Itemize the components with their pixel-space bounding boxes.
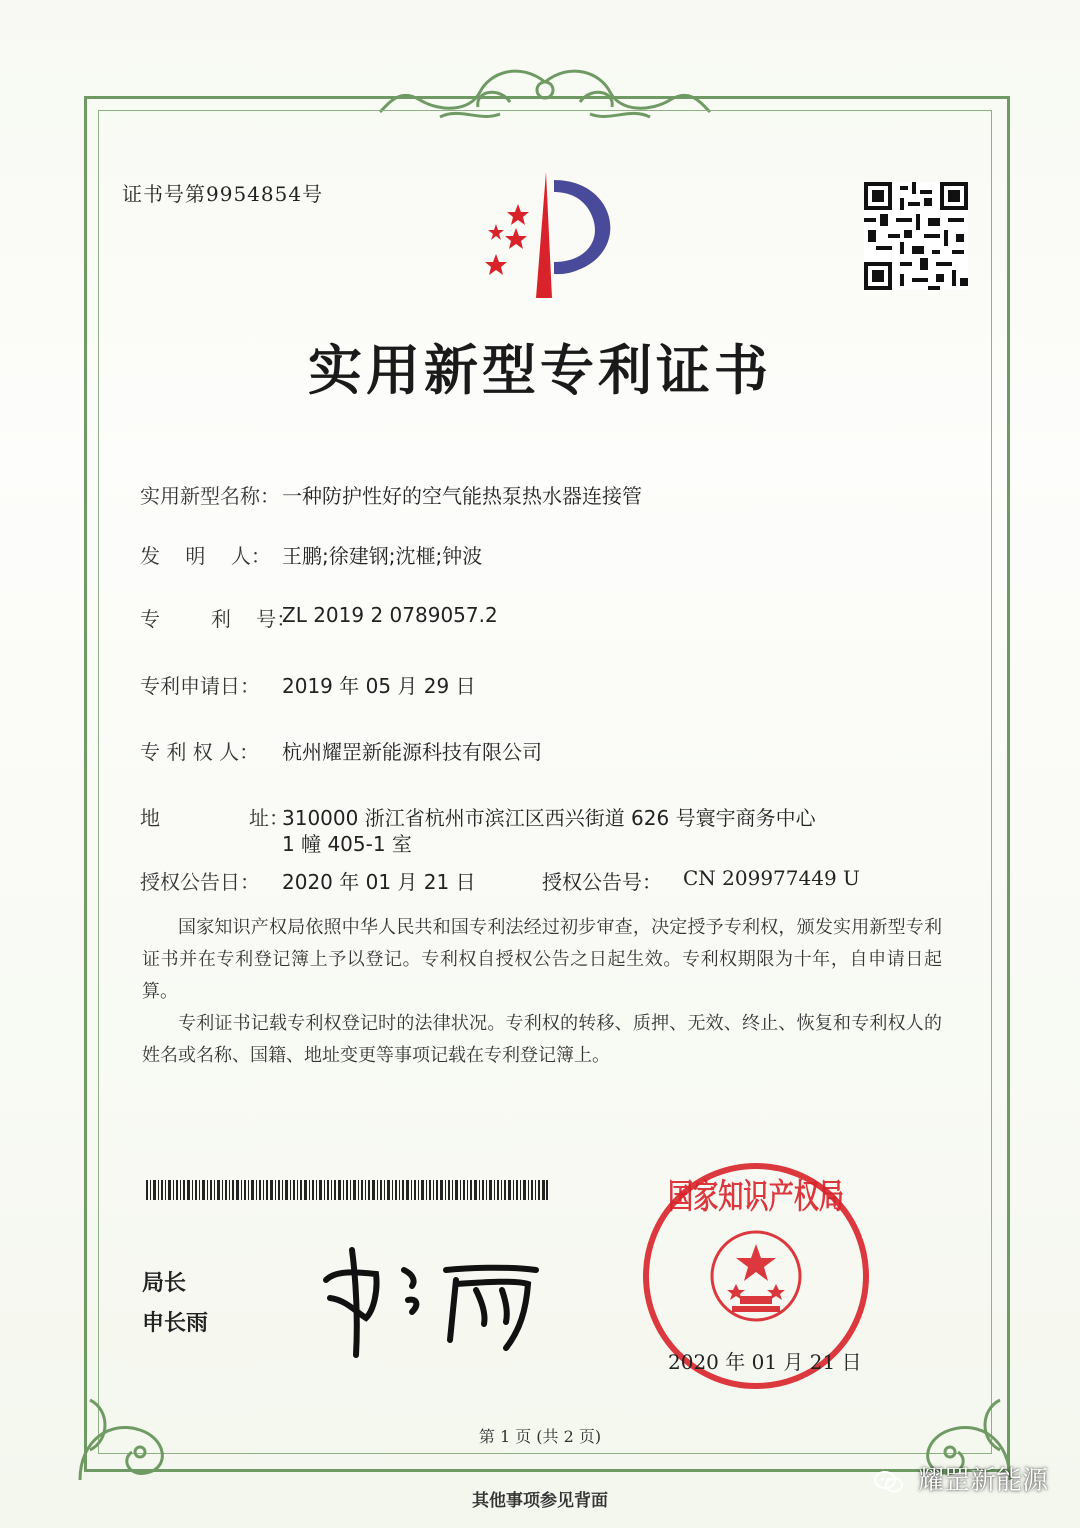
watermark xyxy=(874,1460,1048,1497)
address-line2: 1 幢 405-1 室 xyxy=(282,832,412,856)
grant-date-label: 授权公告日： xyxy=(140,870,260,894)
filing-date-label: 专利申请日： xyxy=(140,674,260,698)
seal-text: 国家知识产权局 xyxy=(668,1177,844,1217)
patentee-label: 专 利 权 人： xyxy=(140,740,260,764)
patentee-value: 杭州耀罡新能源科技有限公司 xyxy=(282,740,542,764)
seal-date: 2020 年 01 月 21 日 xyxy=(668,1350,862,1374)
director-title: 局长 xyxy=(142,1271,187,1296)
name-label: 实用新型名称： xyxy=(140,484,280,508)
inventor-label: 发 明 人： xyxy=(140,544,271,568)
paragraph-1: 国家知识产权局依照中华人民共和国专利法经过初步审查，决定授予专利权，颁发实用新型专利证书并在专利登记簿上予以登记。专利权自授权公告之日起生效。专利权期限为十年，自申请日起算。 xyxy=(142,917,942,1002)
patent-no-label: 专 利 号： xyxy=(140,607,297,631)
watermark-text: 耀罡新能源 xyxy=(917,1466,1048,1496)
patent-office-logo-icon xyxy=(466,170,626,300)
grant-date-value: 2020 年 01 月 21 日 xyxy=(282,870,476,894)
grant-no-value: CN 209977449 U xyxy=(683,866,860,890)
director-name: 申长雨 xyxy=(142,1311,209,1336)
back-note: 其他事项参见背面 xyxy=(472,1491,608,1511)
page-indicator: 第 1 页 (共 2 页) xyxy=(478,1427,602,1446)
name-value: 一种防护性好的空气能热泵热水器连接管 xyxy=(282,484,642,508)
barcode-icon xyxy=(146,1180,548,1200)
signature-icon xyxy=(316,1240,546,1360)
address-label: 地 址： xyxy=(140,806,290,830)
patent-no-value: ZL 2019 2 0789057.2 xyxy=(282,603,498,627)
certificate-title: 实用新型专利证书 xyxy=(308,339,772,402)
wechat-icon xyxy=(874,1470,904,1494)
address-line1: 310000 浙江省杭州市滨江区西兴街道 626 号寰宇商务中心 xyxy=(282,806,816,830)
inventor-value: 王鹏;徐建钢;沈榧;钟波 xyxy=(282,544,483,568)
certificate-number: 证书号第9954854号 xyxy=(122,182,324,206)
qr-code-icon xyxy=(864,182,968,290)
filing-date-value: 2019 年 05 月 29 日 xyxy=(282,674,476,698)
paragraph-2: 专利证书记载专利权登记时的法律状况。专利权的转移、质押、无效、终止、恢复和专利权人的姓名或名称、国籍、地址变更等事项记载在专利登记簿上。 xyxy=(142,1013,942,1066)
grant-no-label: 授权公告号： xyxy=(542,870,662,894)
